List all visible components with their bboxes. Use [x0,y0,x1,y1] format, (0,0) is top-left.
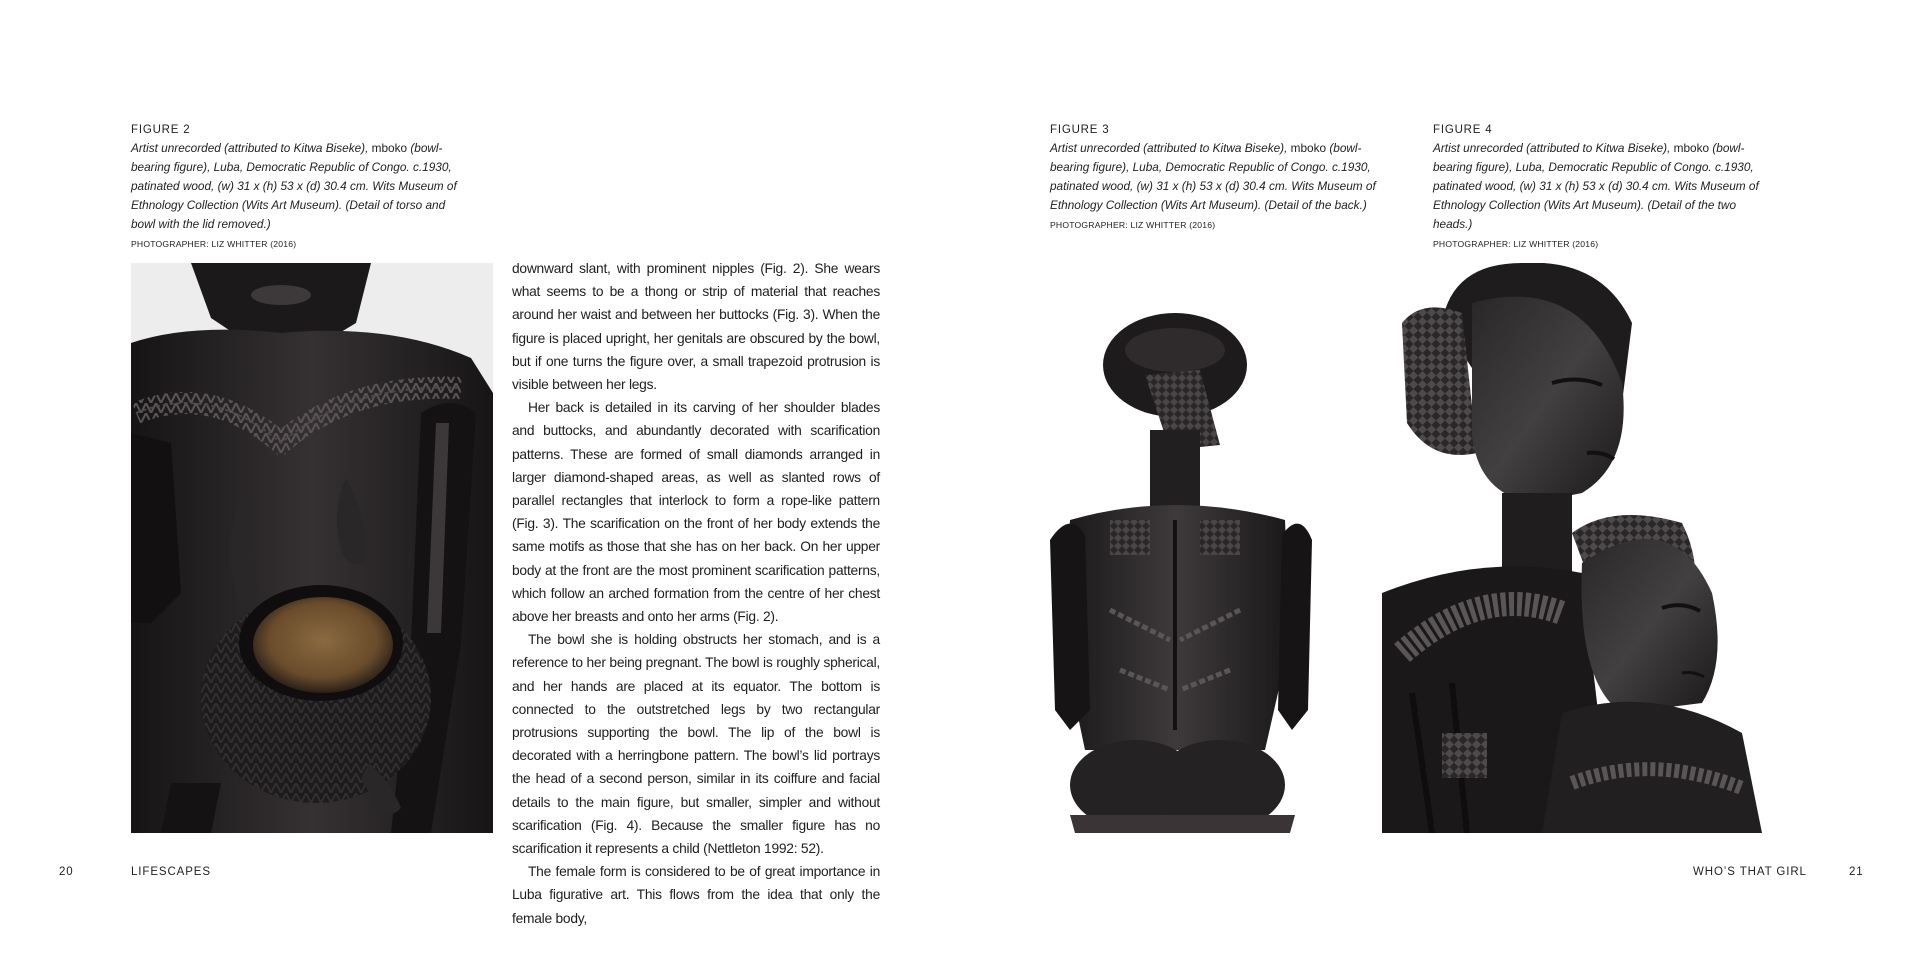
figure-3-photographer: PHOTOGRAPHER: LIZ WHITTER (2016) [1050,220,1216,230]
figure-2-photographer: PHOTOGRAPHER: LIZ WHITTER (2016) [131,239,297,249]
body-paragraph: The bowl she is holding obstructs her stomach, and is a reference to her being pregnant. The bowl is roughly spherical, and her hands are placed at its equator. The bottom is connected to the outstretched legs by two rectangular protrusions supporting the bowl. The lip of the bowl is decorated with a herringbone pattern. The bowl’s lid portrays the head of a second person, similar in its coiffure and facial details to the main figure, but smaller, simpler and without scarification (Fig. 4). Because the smaller figure has no scarification it represents a child (Nettleton 1992: 52). [512,632,880,857]
figure-3-caption-text: Artist unrecorded (attributed to Kitwa Biseke), mboko (bowl-bearing figure), Luba, Democratic Republic of Congo. c.1930, patinated wood, (w) 31 x (h) 53 x (d) 30.4 cm. Wits Museum of Ethnology Collection (Wits Art Museum). (Detail of the back.) [1050,141,1376,212]
running-head-right: WHO’S THAT GIRL [1693,866,1807,878]
figure-3-caption [1050,124,1395,230]
figure-2-sculpture-illustration [131,263,493,833]
body-paragraph: The female form is considered to be of great importance in Luba figurative art. This flows from the idea that only the female body, [512,864,880,926]
figure-4-caption [1433,124,1778,249]
figure-2-label: FIGURE 2 [131,124,191,136]
folio-number-right: 21 [1849,866,1864,878]
figure-4-photo [1382,263,1792,833]
figure-4-sculpture-illustration [1382,263,1792,833]
body-text [512,257,880,930]
figure-4-photographer: PHOTOGRAPHER: LIZ WHITTER (2016) [1433,239,1599,249]
figure-3-label: FIGURE 3 [1050,124,1110,136]
right-page [960,0,1920,960]
body-paragraph: downward slant, with prominent nipples (Fig. 2). She wears what seems to be a thong or strip of material that reaches around her waist and between her buttocks (Fig. 3). When the figure is placed upright, her genitals are obscured by the bowl, but if one turns the figure over, a small trapezoid protrusion is visible between her legs. [512,261,880,393]
figure-2-caption [131,124,471,249]
figure-4-label: FIGURE 4 [1433,124,1493,136]
figure-3-photo [1050,310,1315,833]
folio-number-left: 20 [59,866,74,878]
figure-4-caption-text: Artist unrecorded (attributed to Kitwa Biseke), mboko (bowl-bearing figure), Luba, Democratic Republic of Congo. c.1930, patinated wood, (w) 31 x (h) 53 x (d) 30.4 cm. Wits Museum of Ethnology Collection (Wits Art Museum). (Detail of the two heads.) [1433,141,1759,231]
running-head-left: LIFESCAPES [131,866,211,878]
figure-2-caption-text: Artist unrecorded (attributed to Kitwa Biseke), mboko (bowl-bearing figure), Luba, Democratic Republic of Congo. c.1930, patinated wood, (w) 31 x (h) 53 x (d) 30.4 cm. Wits Museum of Ethnology Collection (Wits Art Museum). (Detail of torso and bowl with the lid removed.) [131,141,457,231]
figure-3-sculpture-illustration [1050,310,1315,833]
body-paragraph: Her back is detailed in its carving of her shoulder blades and buttocks, and abundantly decorated with scarification patterns. These are formed of small diamonds arranged in larger diamond-shaped areas, as well as slanted rows of parallel rectangles that interlock to form a rope-like pattern (Fig. 3). The scarification on the front of her body extends the same motifs as those that she has on her back. On her upper body at the front are the most prominent scarification patterns, which follow an arched formation from the centre of her chest above her breasts and onto her arms (Fig. 2). [512,400,880,625]
figure-2-photo [131,263,493,833]
